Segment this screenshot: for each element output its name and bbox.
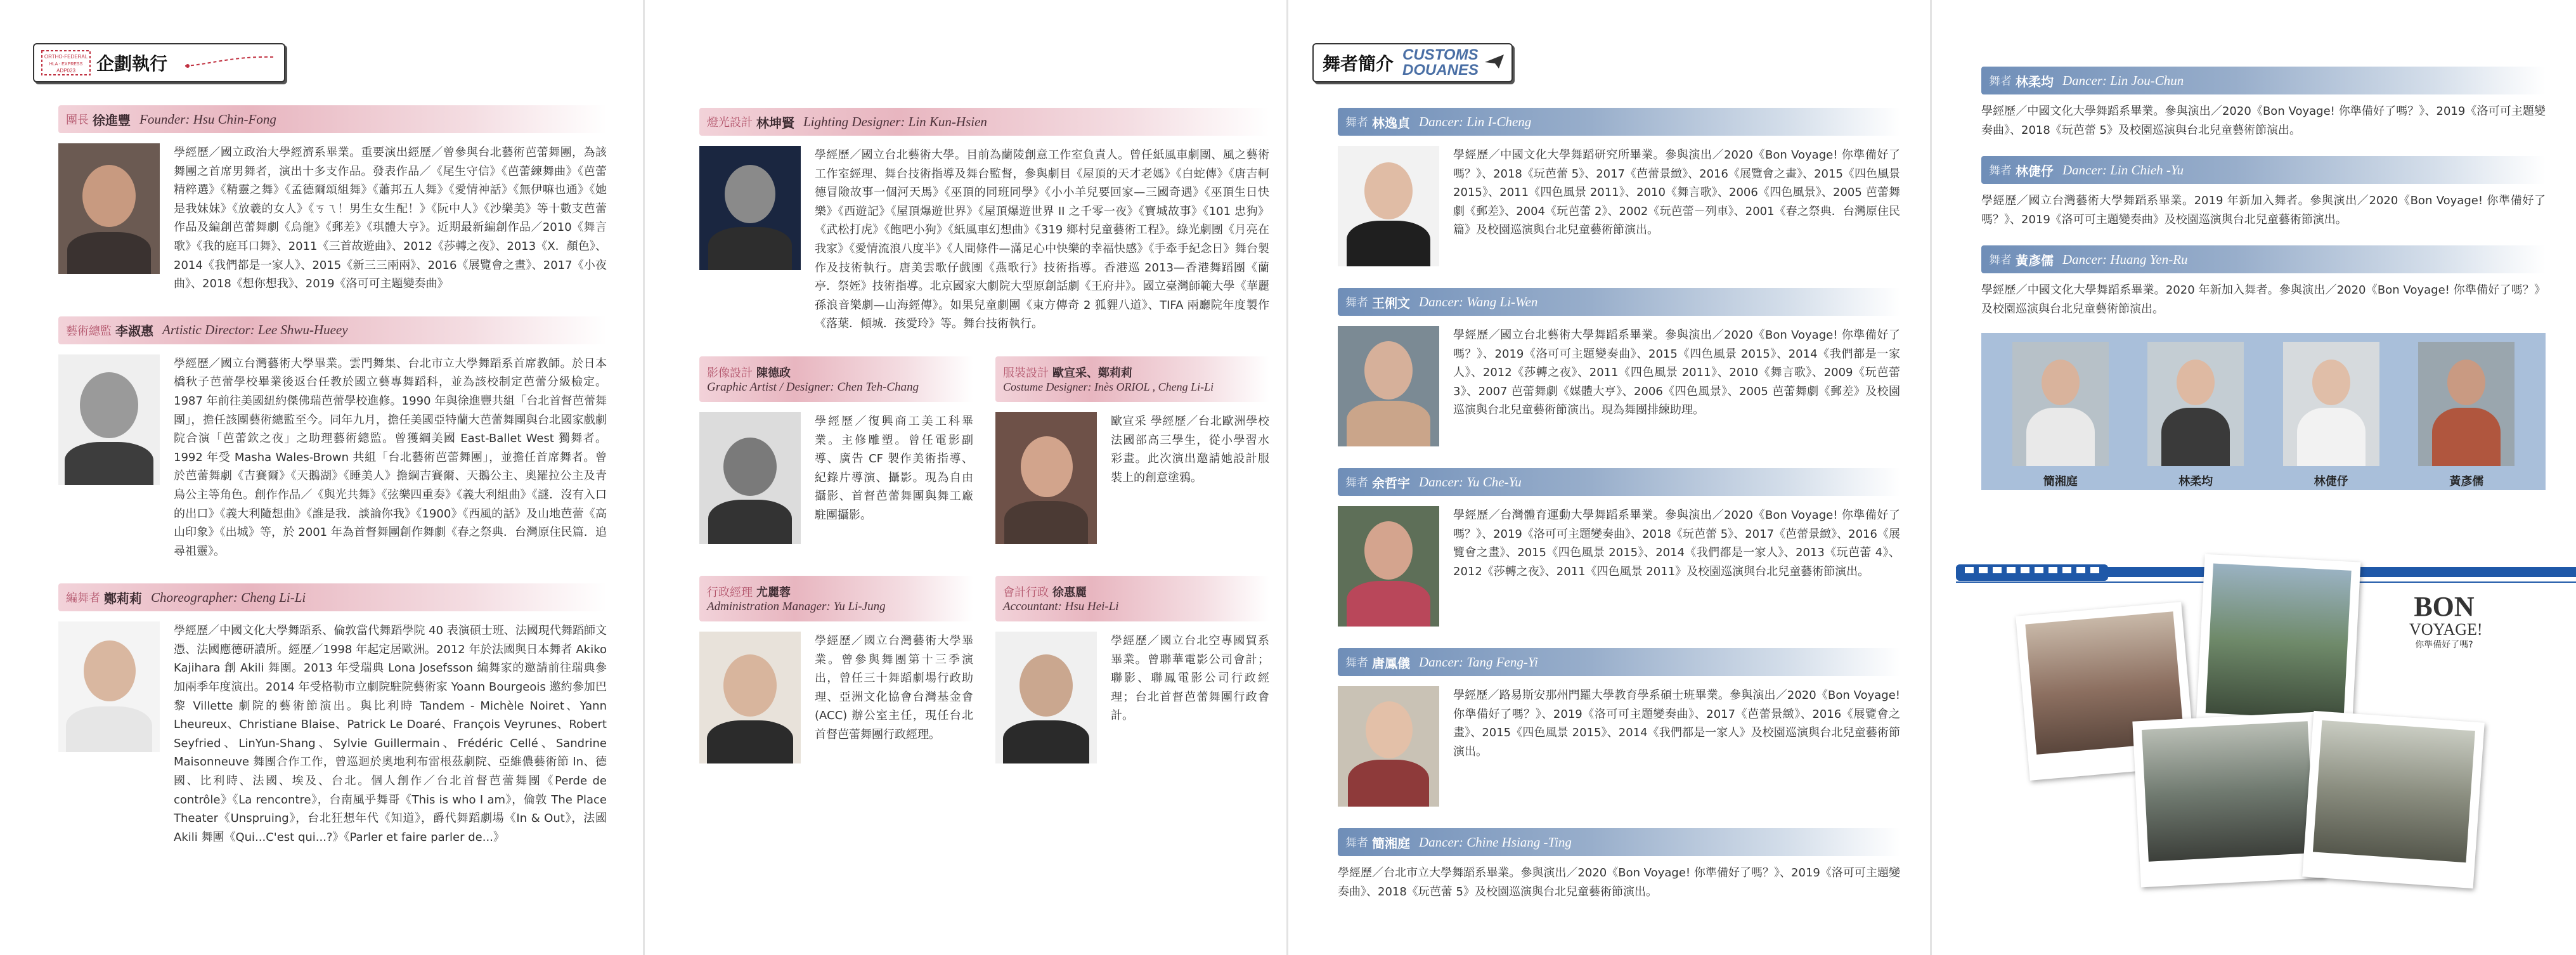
member-role: 影像設計 xyxy=(707,366,753,380)
dancer-entry xyxy=(1338,648,1900,807)
dancer-entry xyxy=(1338,468,1900,627)
member-name-en: Costume Designer: Inès ORIOL , Cheng Li-Li xyxy=(1003,380,1214,394)
dancer-body xyxy=(1338,326,1900,446)
airplane-icon xyxy=(1484,52,1505,74)
customs-line: DOUANES xyxy=(1402,62,1479,79)
panel-dancers xyxy=(1287,0,1931,955)
photo-caption: 黃彥儒 xyxy=(2449,474,2484,488)
member-name-en: Accountant: Hsu Hei-Li xyxy=(1003,599,1119,613)
member-role: 會計行政 xyxy=(1003,585,1049,599)
dancer-name-en: Dancer: Chine Hsiang -Ting xyxy=(1419,834,1572,850)
photo-caption: 林柔均 xyxy=(2178,474,2213,488)
dancer-name-en: Dancer: Lin Jou-Chun xyxy=(2062,72,2184,88)
member-title-bar xyxy=(58,583,607,611)
dancer-name-en: Dancer: Wang Li-Wen xyxy=(1419,294,1538,309)
portrait-photo xyxy=(699,146,801,270)
dancer-role: 舞者 xyxy=(1345,476,1368,490)
member-role: 行政經理 xyxy=(707,585,753,599)
member-artistic-director xyxy=(58,316,607,561)
member-title-bar xyxy=(699,108,1269,136)
dancer-photo xyxy=(1338,686,1439,807)
member-bio: 歐宣采 學經歷／台北歐洲學校法國部高三學生，從小學習水彩畫。此次演出邀請她設計服裝上的創意塗鴉。 xyxy=(1111,414,1269,484)
member-role: 團長 xyxy=(66,114,89,127)
dancer-name: 林逸貞 xyxy=(1372,115,1410,131)
photo-card xyxy=(2012,342,2109,489)
dancer-title-bar xyxy=(1338,828,1900,856)
rehearsal-photo xyxy=(2132,712,2324,888)
member-lighting xyxy=(699,108,1269,334)
section-header-dancers xyxy=(1312,43,1513,82)
member-graphic xyxy=(699,356,973,544)
member-name: 林坤賢 xyxy=(756,115,794,131)
dancer-name: 唐鳳儀 xyxy=(1372,655,1410,671)
svg-text:ADP023: ADP023 xyxy=(56,68,75,74)
member-role: 燈光設計 xyxy=(707,116,753,129)
portrait-photo xyxy=(699,632,801,763)
dancer-bio: 學經歷／台灣體育運動大學舞蹈系畢業。參與演出／2020《Bon Voyage! 你準備好了嗎？》、2019《洛可可主題變奏曲》、2018《玩芭蕾 5》、2017《芭蕾景緻》、2016《展覽會之畫》、2015《四色風景 2015》、2014《我們都是一家人》、2013《玩芭蕾 4》、2012《莎轉之夜》、2011《四色風景 2011》及校園巡演與台北兒童藝術節演出。 xyxy=(1453,509,1900,578)
portrait-photo xyxy=(58,354,160,485)
customs-line: CUSTOMS xyxy=(1402,46,1479,63)
dancer-entry xyxy=(1981,67,2546,140)
dancer-name: 簡湘庭 xyxy=(1372,835,1410,851)
dancer-bio: 學經歷／中國文化大學舞蹈研究所畢業。參與演出／2020《Bon Voyage! 你準備好了嗎？》、2018《玩芭蕾 5》、2017《芭蕾景緻》、2016《展覽會之畫》、2015《四色風景 2015》、2011《四色風景 2011》、2010《舞言歌》、2006《四色風景》、2005 芭蕾舞劇《郵差》、2004《玩芭蕾 2》、2002《玩芭蕾－列車》、2001《春之祭典．台灣原住民篇》及校園巡演與台北兒童藝術節演出。 xyxy=(1453,148,1900,237)
member-name: 尤麗蓉 xyxy=(756,585,791,599)
admin-row xyxy=(699,576,1269,763)
dancer-name: 林倢伃 xyxy=(2016,163,2054,179)
member-costume xyxy=(995,356,1269,544)
member-bio: 學經歷／中國文化大學舞蹈系、倫敦當代舞蹈學院 40 表演碩士班、法國現代舞蹈師文憑、法國應德研讀所。經歷／1998 年起定居歐洲。2012 年於法國與日本舞者 Akiko Kajihara 創 Akili 舞團。2013 年受瑞典 Lona Josefsson 編舞家的邀請前往瑞典參加兩季年度演出。2014 年受格勒市立劇院駐院藝術家 Yoann Bourgeois 邀約參加巴黎 Villette 劇院的藝術節演出。與比利時 Tandem - Michèle Noiret、Yann Lheureux、Christiane Blaise、Patrick Le Doaré、François Veyrunes、Robert Seyfried、LinYun-Shang、Sylvie Guillermain、Frédéric Cellé、Sandrine Maisonneuve 舞團合作工作，曾巡迴於奧地利布雷根茲劇院、亞維儂藝術節 In、德國、比利時、法國、埃及、台北。個人創作／台北首督芭蕾舞團《Perde de contrôle》《La rencontre》，台南風乎舞哥《This is who I am》，倫敦 The Place Theater《Unspruing》，台北狂想年代《知道》，爵代舞蹈劇場《In & Out》，法國 Akili 舞團《Qui...C'est qui...?》《Parler et faire parler de...》 xyxy=(174,624,607,844)
dancer-photo xyxy=(2418,342,2515,466)
member-role: 編舞者 xyxy=(66,592,100,606)
dancer-entry xyxy=(1338,828,1900,901)
member-name-en: Lighting Designer: Lin Kun-Hsien xyxy=(803,114,987,129)
customs-stamp xyxy=(1402,48,1479,78)
section-header-production xyxy=(33,43,285,82)
member-bio: 學經歷／國立台北空專國貿系畢業。曾聯華電影公司會計；聯影、聯鳳電影公司行政經理；台北首督芭蕾舞團行政會計。 xyxy=(1111,633,1269,723)
dancer-bio: 學經歷／路易斯安那州門羅大學教育學系碩士班畢業。參與演出／2020《Bon Voyage! 你準備好了嗎？》、2019《洛可可主題變奏曲》、2017《芭蕾景緻》、2016《展覽會之畫》、2015《四色風景 2015》、2014《我們都是一家人》及校園巡演與台北兒童藝術節演出。 xyxy=(1453,689,1900,758)
dancer-name: 林柔均 xyxy=(2016,74,2054,89)
dancer-name: 黃彥儒 xyxy=(2016,252,2054,268)
member-name-en: Graphic Artist / Designer: Chen Teh-Chang xyxy=(707,380,919,394)
member-name: 鄭莉莉 xyxy=(104,590,142,606)
member-name-en: Choreographer: Cheng Li-Li xyxy=(151,589,306,605)
member-title-bar xyxy=(58,316,607,344)
member-title-bar xyxy=(995,356,1269,402)
dancer-name-en: Dancer: Tang Feng-Yi xyxy=(1419,654,1538,670)
dancer-name-en: Dancer: Lin I-Cheng xyxy=(1419,114,1532,129)
dancer-name-en: Dancer: Lin Chieh -Yu xyxy=(2062,162,2184,178)
portrait-photo xyxy=(995,632,1097,763)
dancer-name-en: Dancer: Yu Che-Yu xyxy=(1419,474,1522,490)
dancer-name-en: Dancer: Huang Yen-Ru xyxy=(2062,251,2188,267)
section-title: 企劃執行 xyxy=(96,53,168,74)
dancer-photo xyxy=(2012,342,2109,466)
panel-production-team xyxy=(0,0,644,955)
bon-voyage-logo xyxy=(2409,591,2483,651)
member-name-en: Artistic Director: Lee Shwu-Hueey xyxy=(162,322,348,338)
dancer-body xyxy=(1338,506,1900,627)
portrait-photo xyxy=(699,412,801,544)
dancer-body xyxy=(1338,146,1900,266)
dancer-photo xyxy=(1338,326,1439,446)
portrait-photo xyxy=(58,143,160,274)
member-role: 服裝設計 xyxy=(1003,367,1049,380)
dancer-entry xyxy=(1981,156,2546,229)
member-title-bar xyxy=(58,105,607,133)
member-entry xyxy=(58,621,607,847)
svg-text:HLA - EXPRESS: HLA - EXPRESS xyxy=(49,62,83,67)
photo-card xyxy=(2147,342,2244,489)
dancer-role: 舞者 xyxy=(1989,75,2012,88)
dancer-title-bar xyxy=(1338,648,1900,676)
member-name: 李淑惠 xyxy=(115,323,153,339)
design-row xyxy=(699,356,1269,544)
member-bio: 學經歷／國立台灣藝術大學畢業。曾參與舞團第十三季演出，曾任三十舞蹈劇場行政助理、亞洲文化協會台灣基金會 (ACC) 辦公室主任，現任台北首督芭蕾舞團行政經理。 xyxy=(815,633,973,741)
dancer-title-bar xyxy=(1338,468,1900,496)
member-entry xyxy=(699,146,1269,334)
dancer-bio: 學經歷／中國文化大學舞蹈系畢業。參與演出／2020《Bon Voyage! 你準備好了嗎？》、2019《洛可可主題變奏曲》、2018《玩芭蕾 5》及校園巡演與台北兒童藝術節演出。 xyxy=(1981,105,2546,137)
member-name-en: Founder: Hsu Chin-Fong xyxy=(139,111,276,127)
member-name: 徐進豐 xyxy=(93,112,131,128)
dancer-role: 舞者 xyxy=(1989,254,2012,268)
member-bio: 學經歷／復興商工美工科畢業。主修雕塑。曾任電影副導、廣告 CF 製作美術指導、紀錄片導演、攝影。現為自由攝影、首督芭蕾舞團與舞工廠駐團攝影。 xyxy=(815,414,973,522)
member-accountant xyxy=(995,576,1269,763)
rehearsal-photo xyxy=(2302,711,2485,888)
portrait-photo xyxy=(995,412,1097,544)
dancer-photo-strip xyxy=(1981,333,2546,490)
member-title-bar xyxy=(995,576,1269,621)
dancer-role: 舞者 xyxy=(1345,836,1368,850)
member-title-bar xyxy=(699,576,973,621)
dancer-title-bar xyxy=(1981,67,2546,94)
portrait-photo xyxy=(58,621,160,752)
member-name-en: Administration Manager: Yu Li-Jung xyxy=(707,599,886,613)
dancer-photo xyxy=(1338,506,1439,627)
dancer-role: 舞者 xyxy=(1345,296,1368,309)
dancer-title-bar xyxy=(1981,156,2546,184)
logo-text: BON xyxy=(2414,591,2475,622)
dancer-entry xyxy=(1981,245,2546,318)
member-entry xyxy=(699,412,973,544)
member-name: 歐宣采、鄭莉莉 xyxy=(1052,367,1132,380)
train-mark-icon xyxy=(183,52,278,74)
member-founder xyxy=(58,105,607,294)
photo-caption: 簡湘庭 xyxy=(2043,474,2078,488)
member-bio: 學經歷／國立政治大學經濟系畢業。重要演出經歷／曾參與台北藝術芭蕾舞團，為該舞團之首席男舞者，演出十多支作品。發表作品／《尾生守信》《芭蕾練舞曲》《芭蕾精粹選》《精靈之舞》《孟德爾頌組舞》《蕭邦五人舞》《愛情神話》《無伊嘛也通》《她是我妹妹》《放羲的女人》《ㄎㄟ！男生女生配！》《阮中人》《沙樂美》等十數支芭蕾作品及編創芭蕾舞劇《烏龍》《郵差》《琪體大亨》。近期最新編創作品／2010《舞言歌》《我的庭耳口舞》、2011《三首故遊曲》、2012《莎轉之夜》、2013《X．顏色》、2014《我們都是一家人》、2015《新三三兩兩》、2016《展覽會之畫》、2017《小夜曲》、2018《想你想我》、2019《洛可可主題變奏曲》 xyxy=(174,146,607,291)
dancer-title-bar xyxy=(1981,245,2546,273)
dancer-name: 王俐文 xyxy=(1372,295,1410,311)
member-name: 陳德政 xyxy=(756,366,791,380)
member-admin xyxy=(699,576,973,763)
member-role: 藝術總監 xyxy=(66,324,112,338)
dancer-title-bar xyxy=(1338,108,1900,136)
dancer-name: 余哲宇 xyxy=(1372,475,1410,491)
dancer-entry xyxy=(1338,288,1900,446)
logo-text: VOYAGE! xyxy=(2409,620,2483,639)
member-entry xyxy=(58,354,607,561)
photo-caption: 林倢伃 xyxy=(2314,474,2348,488)
dancer-body xyxy=(1338,686,1900,807)
dancer-bio: 學經歷／國立台北藝術大學舞蹈系畢業。參與演出／2020《Bon Voyage! 你準備好了嗎？》、2019《洛可可主題變奏曲》、2015《四色風景 2015》、2014《我們都是一家人》、2012《莎轉之夜》、2011《四色風景 2011》、2010《舞言歌》、2009《玩芭蕾 3》、2007 芭蕾舞劇《媒體大亨》、2006《四色風景》、2005 芭蕾舞劇《郵差》及校園巡演與台北兒童藝術節演出。現為舞團排練助理。 xyxy=(1453,328,1900,417)
member-entry xyxy=(58,143,607,294)
member-title-bar xyxy=(699,356,973,402)
dancer-bio: 學經歷／國立台灣藝術大學舞蹈系畢業。2019 年新加入舞者。參與演出／2020《Bon Voyage! 你準備好了嗎？》、2019《洛可可主題變奏曲》及校園巡演與台北兒童藝術節演出。 xyxy=(1981,194,2546,226)
svg-text:ORTHO-FEDERAL: ORTHO-FEDERAL xyxy=(44,54,88,60)
photo-card xyxy=(2283,342,2379,489)
member-bio: 學經歷／國立台灣藝術大學畢業。雲門舞集、台北市立大學舞蹈系首席教師。於日本橋秋子芭蕾學校畢業後返台任教於國立藝專舞蹈科，並為該校制定芭蕾分級檢定。1987 年前往美國紐約傑佛瑞芭蕾學校進修。1990 年與徐進豐共組「台北首督芭蕾舞團」，擔任該團藝術總監至今。同年九月，擔任美國亞特蘭大芭蕾舞團與台北國家戲劇院合演「芭蕾欽之夜」之助理藝術總監。曾獲綱美國 East-Ballet West 獨舞者。1992 年受 Masha Wales-Brown 共組「台北藝術芭蕾舞團」，並擔任首席舞者。曾於芭蕾舞劇《吉賽爾》《天鵝湖》《睡美人》擔綱吉賽爾、天鵝公主、奧羅拉公主及青鳥公主等角色。創作作品／《與光共舞》《弦樂四重奏》《義大利組曲》《謎．沒有入口的出口》《義大利隨想曲》《誰是我．談論你我》《1900》《西風的話》及山地芭蕾《高山印象》《出城》等，於 2001 年為首督舞團創作舞劇《春之祭典．台灣原住民篇．追尋祖靈》。 xyxy=(174,356,607,558)
panel-design-team xyxy=(644,0,1287,955)
logo-tagline: 你準備好了嗎? xyxy=(2415,640,2473,650)
dancer-role: 舞者 xyxy=(1345,116,1368,129)
member-bio: 學經歷／國立台北藝術大學。目前為蘭陵創意工作室負責人。曾任紙風車劇團、風之藝術工作室經理、舞台技術指導及舞台監督，參與劇目《屋頂的天才老媽》《白蛇傳》《唐吉軻德冒險故事一個河天馬》《巫頂的同班同學》《小小羊兒要回家—三國奇遇》《巫頂生日快樂》《西遊記》《屋頂爆遊世界》《屋頂爆遊世界 II 之千零一夜》《寶城故事》《101 忠狗》《武松打虎》《飽吧小狗》《紙風車幻想曲》《319 鄉村兒童藝術工程》。綠光劇團《月亮在我家》《愛情流浪八度半》《人間條件—滿足心中快樂的幸福快感》《手牽手紀念日》舞台製作及技術執行。唐美雲歌仔戲團《燕歌行》技術指導。香港巡 2013—香港舞蹈團《蘭亭．祭姪》技術指導。北京國家大劇院大型原創話劇《王府井》。國立臺灣師範大學《華麗孫浪音樂劇—山海經傳》。如果兒童劇團《東方傳奇 2 狐貍八道》、TIFA 兩廳院年度製作《落葉．傾城．孩愛玲》等。舞台技術執行。 xyxy=(815,148,1269,331)
dancer-photo xyxy=(2283,342,2379,466)
dancer-role: 舞者 xyxy=(1345,656,1368,670)
dancer-bio: 學經歷／台北市立大學舞蹈系畢業。參與演出／2020《Bon Voyage! 你準備好了嗎？》、2019《洛可可主題變奏曲》、2018《玩芭蕾 5》及校園巡演與台北兒童藝術節演出。 xyxy=(1338,866,1900,899)
member-name: 徐惠麗 xyxy=(1052,585,1087,599)
member-entry xyxy=(995,632,1269,763)
section-title: 舞者簡介 xyxy=(1323,53,1394,74)
dancer-role: 舞者 xyxy=(1989,164,2012,178)
postal-stamp-logo xyxy=(41,48,91,77)
dancer-photo xyxy=(2147,342,2244,466)
dancer-bio: 學經歷／中國文化大學舞蹈系畢業。2020 年新加入舞者。參與演出／2020《Bon Voyage! 你準備好了嗎？》及校園巡演與台北兒童藝術節演出。 xyxy=(1981,283,2546,316)
member-entry xyxy=(995,412,1269,544)
member-entry xyxy=(699,632,973,763)
dancer-photo xyxy=(1338,146,1439,266)
photo-card xyxy=(2418,342,2515,489)
member-choreographer xyxy=(58,583,607,847)
dancer-entry xyxy=(1338,108,1900,266)
dancer-title-bar xyxy=(1338,288,1900,316)
